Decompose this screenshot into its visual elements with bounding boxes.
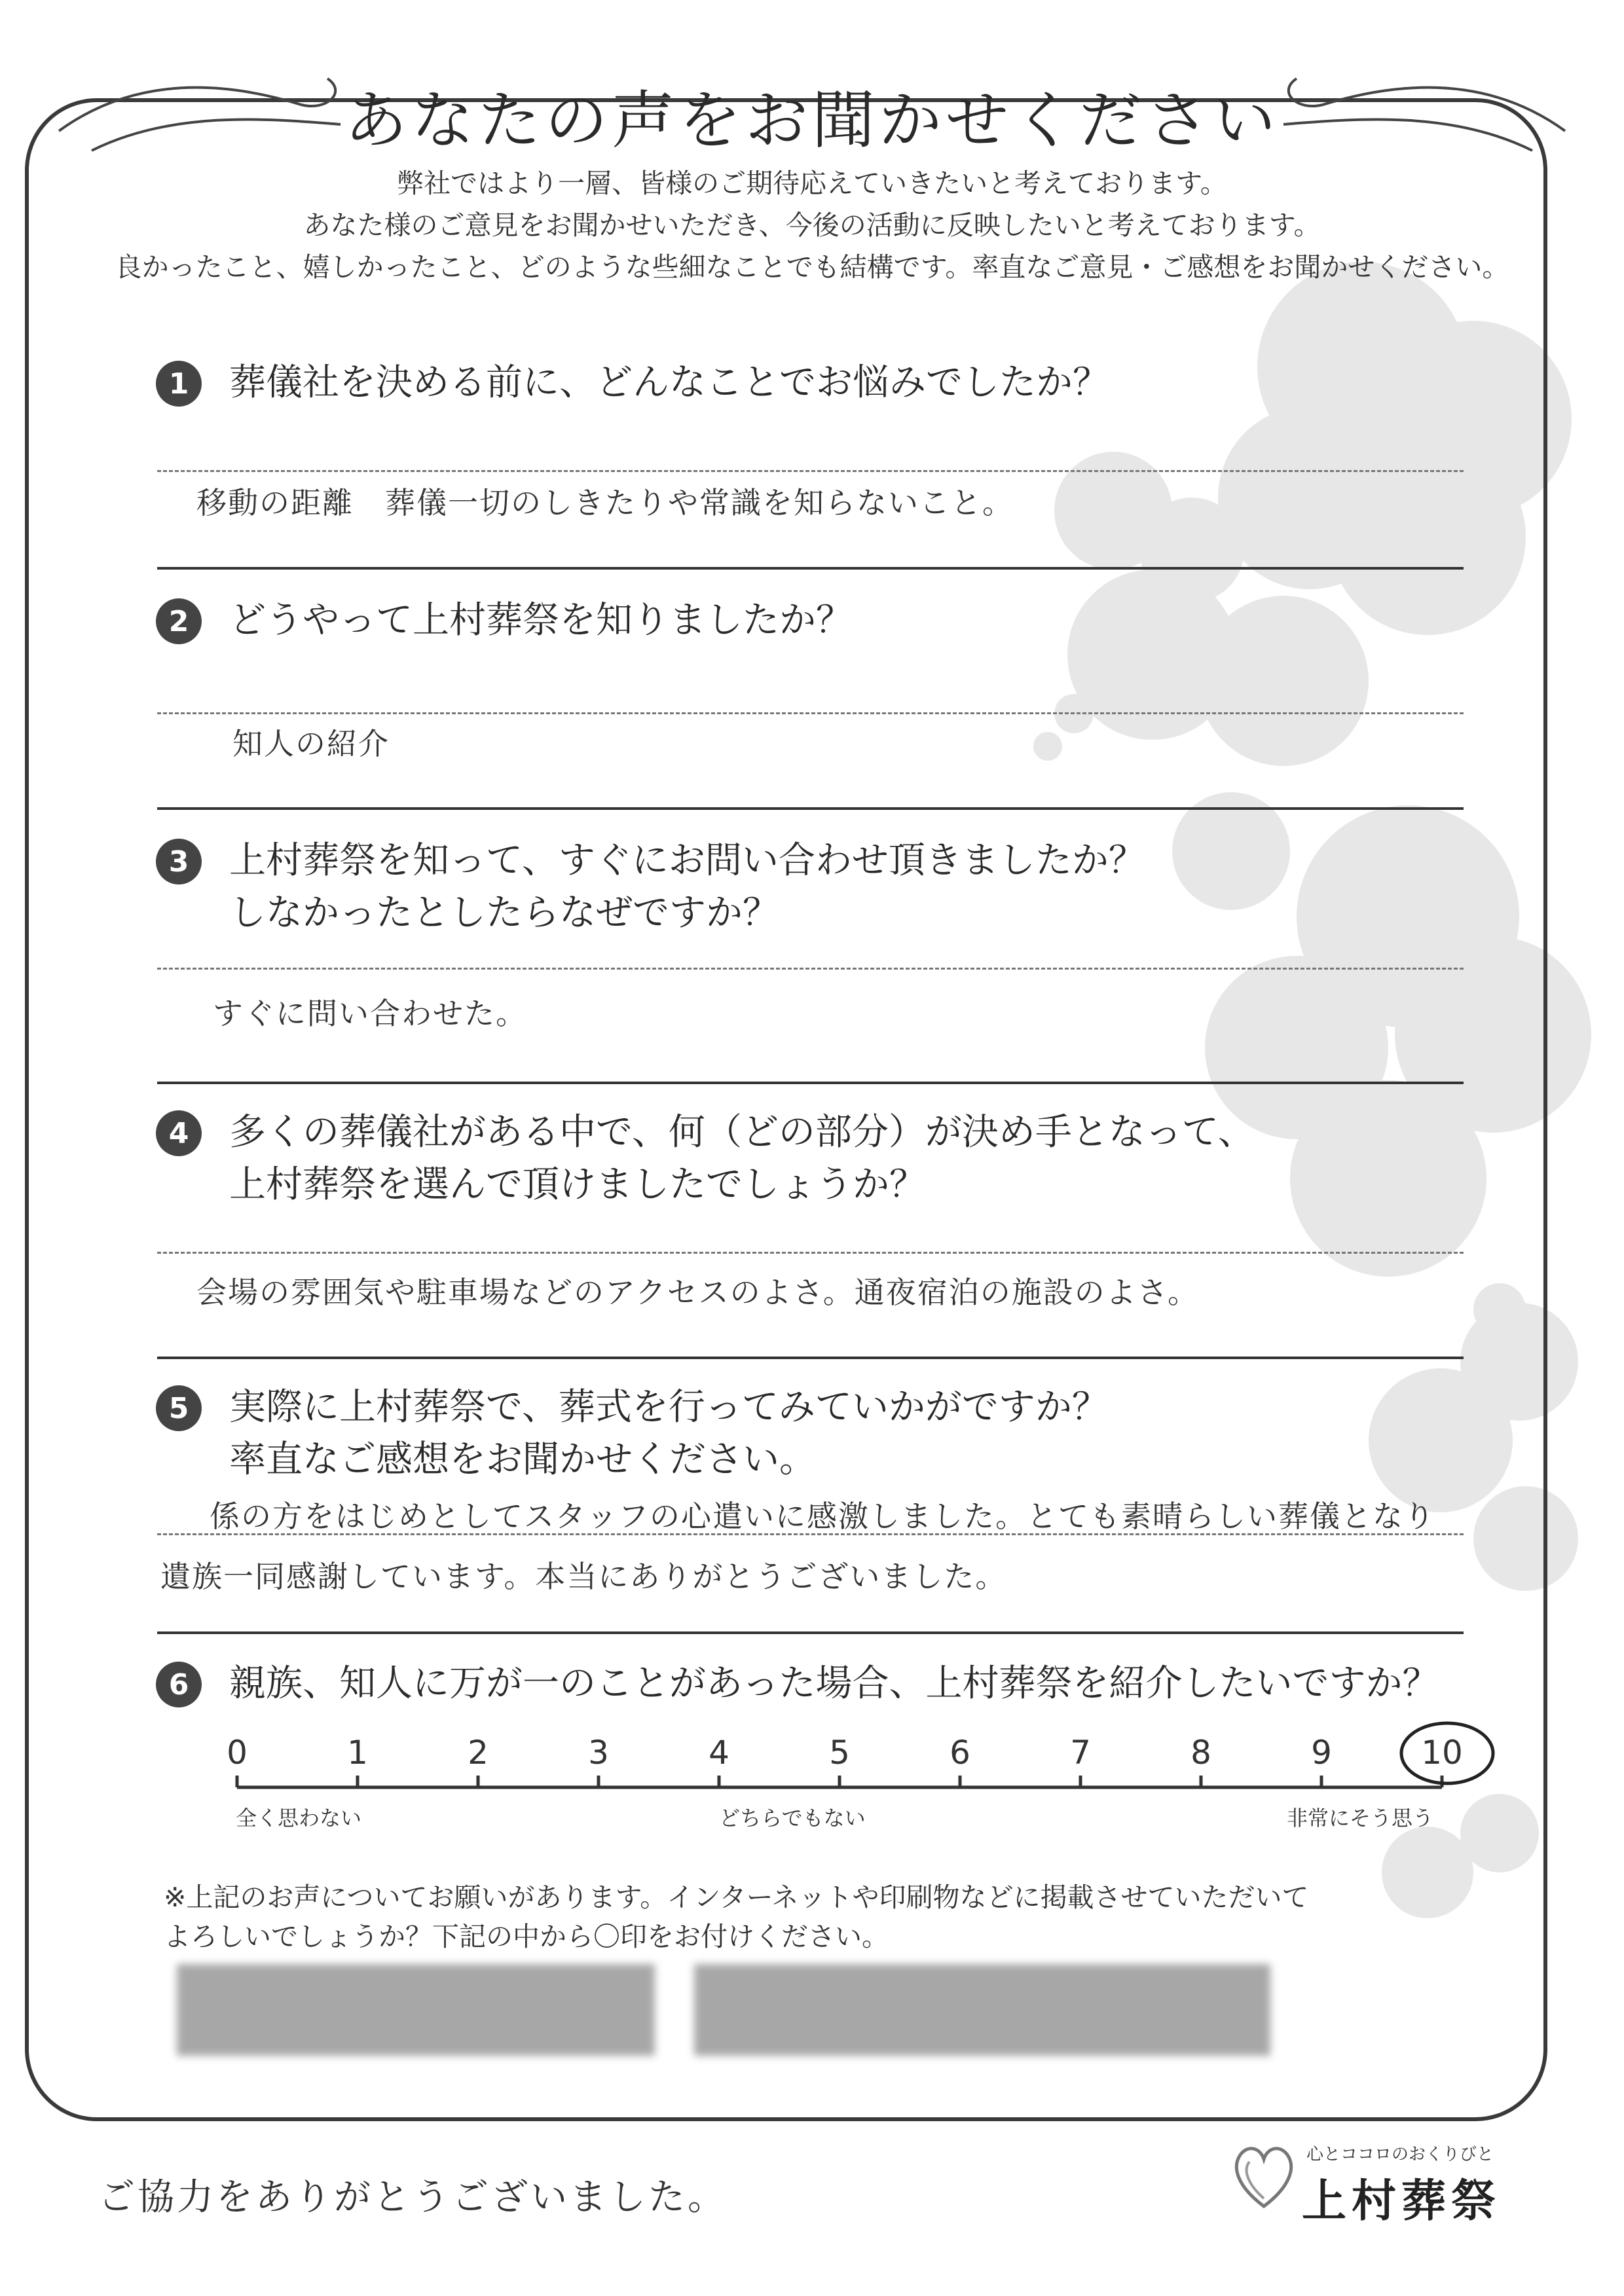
scale-left-caption: 全く思わない <box>236 1806 362 1831</box>
scale-middle-caption: どちらでもない <box>719 1806 866 1831</box>
scale-tick-label: 8 <box>1190 1734 1211 1772</box>
question-number-badge: 3 <box>156 839 202 884</box>
question-text: 実際に上村葬祭で、葬式を行ってみていかがですか？ <box>229 1386 1109 1429</box>
question-text: 多くの葬儀社がある中で、何（どの部分）が決め手となって、 <box>229 1111 1255 1154</box>
question-text: どうやって上村葬祭を知りましたか？ <box>229 599 853 642</box>
scale-tick-label: 2 <box>468 1734 489 1772</box>
scale-tick-label: 7 <box>1070 1734 1091 1772</box>
intro-line: あなた様のご意見をお聞かせいただき、今後の活動に反映したいと考えております。 <box>303 210 1321 241</box>
question-number-badge: 5 <box>156 1385 202 1431</box>
scale-tick-label: 0 <box>227 1734 248 1772</box>
redacted-consent-option <box>694 1964 1270 2056</box>
heart-logo-icon <box>1231 2141 1297 2213</box>
question-text: 親族、知人に万が一のことがあった場合、上村葬祭を紹介したいですか？ <box>229 1662 1439 1705</box>
scale-tick-label: 4 <box>709 1734 729 1772</box>
question-number-badge: 6 <box>156 1662 202 1707</box>
thank-you-message: ご協力をありがとうございました。 <box>98 2176 727 2219</box>
logo-tagline: 心とココロのおくりびと <box>1306 2145 1494 2164</box>
answer-2-handwritten: 知人の紹介 <box>232 726 390 761</box>
answer-5-handwritten-line-2: 遺族一同感謝しています。本当にありがとうございました。 <box>160 1559 1007 1594</box>
question-text: しなかったとしたらなぜですか？ <box>229 892 779 934</box>
answer-4-handwritten: 会場の雰囲気や駐車場などのアクセスのよさ。通夜宿泊の施設のよさ。 <box>196 1275 1199 1310</box>
question-text: 葬儀社を決める前に、どんなことでお悩みでしたか？ <box>229 361 1109 404</box>
scale-right-caption: 非常にそう思う <box>1287 1806 1434 1831</box>
scale-tick-label: 3 <box>588 1734 609 1772</box>
question-number-badge: 4 <box>156 1110 202 1156</box>
publication-consent-note <box>164 1878 1309 1956</box>
scale-tick-label: 9 <box>1311 1734 1332 1772</box>
question-text: 率直なご感想をお聞かせください。 <box>229 1438 816 1481</box>
note-line: よろしいでしょうか？下記の中から〇印をお付けください。 <box>164 1921 889 1952</box>
form-title: あなたの声をお聞かせください <box>344 84 1280 157</box>
question-number-badge: 2 <box>156 598 202 644</box>
answer-5-handwritten-line-1: 係の方をはじめとしてスタッフの心遣いに感激しました。とても素晴らしい葬儀となり <box>210 1499 1435 1534</box>
intro-line: 弊社ではより一層、皆様のご期待応えていきたいと考えております。 <box>397 168 1227 199</box>
scale-tick-label: 5 <box>829 1734 850 1772</box>
question-number-badge: 1 <box>156 361 202 407</box>
intro-line: 良かったこと、嬉しかったこと、どのような些細なことでも結構です。率直なご意見・ご感想をお聞かせください。 <box>115 251 1509 283</box>
scale-tick-label: 6 <box>950 1734 970 1772</box>
scale-tick-label: 1 <box>347 1734 368 1772</box>
scale-tick-label: 10 <box>1421 1734 1463 1772</box>
question-text: 上村葬祭を知って、すぐにお問い合わせ頂きましたか？ <box>229 839 1145 882</box>
logo-company-name: 上村葬祭 <box>1302 2176 1502 2227</box>
question-text: 上村葬祭を選んで頂けましたでしょうか？ <box>229 1163 926 1206</box>
redacted-consent-option <box>177 1964 655 2056</box>
answer-1-handwritten: 移動の距離 葬儀一切のしきたりや常識を知らないこと。 <box>196 485 1014 520</box>
note-line: ※上記のお声についてお願いがあります。インターネットや印刷物などに掲載させていただいて <box>164 1882 1309 1913</box>
answer-3-handwritten: すぐに問い合わせた。 <box>213 996 527 1031</box>
